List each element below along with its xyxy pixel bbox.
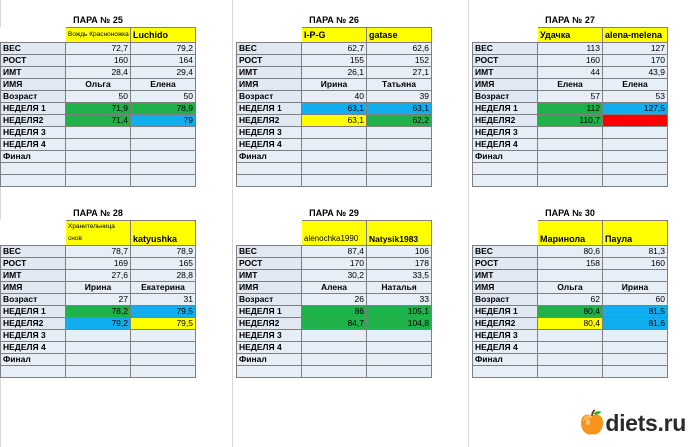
row-label-week2: НЕДЕЛЯ2 — [1, 318, 66, 330]
cell-rost-2[interactable]: 152 — [367, 55, 432, 67]
row-label-final: Финал — [237, 151, 302, 163]
pair-title: ПАРА № 28 — [1, 207, 196, 221]
cell-rost-2[interactable]: 164 — [131, 55, 196, 67]
cell-ves-1[interactable]: 113 — [538, 43, 603, 55]
cell-week1-2[interactable]: 79,5 — [131, 306, 196, 318]
cell-age-2[interactable]: 50 — [131, 91, 196, 103]
nick-2[interactable]: gatase — [367, 28, 432, 43]
row-label-week2: НЕДЕЛЯ2 — [1, 115, 66, 127]
cell-rost-2[interactable]: 178 — [367, 258, 432, 270]
cell-week3-2[interactable] — [131, 127, 196, 139]
cell-final-2[interactable] — [131, 354, 196, 366]
pair-block-28 — [0, 207, 196, 378]
apple-icon — [579, 409, 605, 437]
pair-block-25 — [0, 14, 196, 187]
row-label-age: Возраст — [1, 294, 66, 306]
row-label-final: Финал — [1, 354, 66, 366]
cell-week3-2[interactable] — [131, 330, 196, 342]
cell-ves-2[interactable]: 79,2 — [131, 43, 196, 55]
nick-1[interactable]: Маринола — [538, 221, 603, 246]
nick-1[interactable]: alenochka1990 — [302, 221, 367, 246]
cell-imt-1[interactable] — [538, 270, 603, 282]
row-label-week3: НЕДЕЛЯ 3 — [237, 330, 302, 342]
cell-final-1[interactable] — [302, 354, 367, 366]
row-label-week4: НЕДЕЛЯ 4 — [1, 139, 66, 151]
row-label-ves: ВЕС — [473, 43, 538, 55]
cell-week1-2[interactable]: 105,1 — [367, 306, 432, 318]
row-label-final: Финал — [237, 354, 302, 366]
cell-week3-1[interactable] — [302, 330, 367, 342]
cell-name-2[interactable]: Татьяна — [367, 79, 432, 91]
row-label-week3: НЕДЕЛЯ 3 — [473, 127, 538, 139]
diets-logo — [579, 409, 686, 437]
row-label-name: ИМЯ — [1, 282, 66, 294]
cell-week1-1[interactable]: 80,4 — [538, 306, 603, 318]
cell-week3-2[interactable] — [367, 127, 432, 139]
nick-1[interactable]: Вождь Красноножка — [66, 28, 131, 43]
cell-week4-1[interactable] — [302, 139, 367, 151]
row-label-name: ИМЯ — [473, 282, 538, 294]
cell-rost-1[interactable]: 160 — [66, 55, 131, 67]
cell-week4-1[interactable] — [538, 342, 603, 354]
cell-week2-1[interactable]: 71,4 — [66, 115, 131, 127]
row-label-rost: РОСТ — [237, 258, 302, 270]
cell-week2-1[interactable]: 110,7 — [538, 115, 603, 127]
cell-week3-2[interactable] — [603, 330, 668, 342]
row-label-imt: ИМТ — [237, 270, 302, 282]
cell-rost-2[interactable]: 170 — [603, 55, 668, 67]
cell-week2-2[interactable]: 79,5 — [131, 318, 196, 330]
nick-2[interactable]: alena-melena — [603, 28, 668, 43]
row-label-imt: ИМТ — [473, 270, 538, 282]
cell-imt-2[interactable]: 33,5 — [367, 270, 432, 282]
cell-ves-1[interactable]: 72,7 — [66, 43, 131, 55]
cell-week1-1[interactable]: 78,2 — [66, 306, 131, 318]
cell-age-1[interactable]: 27 — [66, 294, 131, 306]
cell-final-1[interactable] — [66, 354, 131, 366]
cell-week2-2[interactable]: 81,6 — [603, 318, 668, 330]
cell-name-2[interactable]: Ирина — [603, 282, 668, 294]
row-label-week3: НЕДЕЛЯ 3 — [1, 127, 66, 139]
row-label-ves: ВЕС — [237, 246, 302, 258]
cell-age-2[interactable]: 31 — [131, 294, 196, 306]
cell-final-1[interactable] — [538, 354, 603, 366]
cell-rost-2[interactable]: 160 — [603, 258, 668, 270]
cell-name-1[interactable]: Елена — [538, 79, 603, 91]
cell-week1-1[interactable]: 63,1 — [302, 103, 367, 115]
cell-final-1[interactable] — [66, 151, 131, 163]
nick-2[interactable]: Natysik1983 — [367, 221, 432, 246]
row-label-week4: НЕДЕЛЯ 4 — [473, 342, 538, 354]
cell-week4-2[interactable] — [367, 139, 432, 151]
cell-final-2[interactable] — [367, 354, 432, 366]
row-label-week4: НЕДЕЛЯ 4 — [1, 342, 66, 354]
cell-ves-2[interactable]: 81,3 — [603, 246, 668, 258]
row-label-rost: РОСТ — [473, 55, 538, 67]
cell-imt-2[interactable]: 29,4 — [131, 67, 196, 79]
cell-name-2[interactable]: Екатерина — [131, 282, 196, 294]
cell-age-2[interactable]: 60 — [603, 294, 668, 306]
cell-week2-1[interactable]: 80,4 — [538, 318, 603, 330]
pair-title: ПАРА № 26 — [237, 14, 432, 28]
cell-imt-2[interactable]: 43,9 — [603, 67, 668, 79]
row-label-ves: ВЕС — [1, 246, 66, 258]
row-label-week1: НЕДЕЛЯ 1 — [473, 306, 538, 318]
cell-week4-1[interactable] — [66, 139, 131, 151]
cell-rost-1[interactable]: 170 — [302, 258, 367, 270]
logo-text: diets.ru — [605, 409, 686, 436]
cell-week4-1[interactable] — [538, 139, 603, 151]
cell-imt-2[interactable]: 28,8 — [131, 270, 196, 282]
cell-final-2[interactable] — [603, 151, 668, 163]
row-label-imt: ИМТ — [1, 67, 66, 79]
cell-age-1[interactable]: 62 — [538, 294, 603, 306]
row-label-age: Возраст — [237, 91, 302, 103]
cell-week2-2[interactable] — [603, 115, 668, 127]
row-label-week3: НЕДЕЛЯ 3 — [473, 330, 538, 342]
cell-rost-1[interactable]: 158 — [538, 258, 603, 270]
cell-week4-2[interactable] — [131, 342, 196, 354]
row-label-ves: ВЕС — [1, 43, 66, 55]
cell-week2-1[interactable]: 79,2 — [66, 318, 131, 330]
cell-week3-1[interactable] — [538, 330, 603, 342]
row-label-week4: НЕДЕЛЯ 4 — [473, 139, 538, 151]
cell-week4-2[interactable] — [367, 342, 432, 354]
cell-age-1[interactable]: 50 — [66, 91, 131, 103]
row-label-imt: ИМТ — [237, 67, 302, 79]
row-label-final: Финал — [1, 151, 66, 163]
cell-name-1[interactable]: Алена — [302, 282, 367, 294]
cell-week4-1[interactable] — [66, 342, 131, 354]
cell-imt-1[interactable]: 27,6 — [66, 270, 131, 282]
pair-title: ПАРА № 29 — [237, 207, 432, 221]
row-label-week1: НЕДЕЛЯ 1 — [237, 103, 302, 115]
row-label-name: ИМЯ — [1, 79, 66, 91]
cell-week2-1[interactable]: 84,7 — [302, 318, 367, 330]
cell-age-2[interactable]: 33 — [367, 294, 432, 306]
cell-final-1[interactable] — [302, 151, 367, 163]
cell-imt-1[interactable]: 44 — [538, 67, 603, 79]
row-label-ves: ВЕС — [473, 246, 538, 258]
pair-block-30 — [472, 207, 668, 378]
row-label-name: ИМЯ — [473, 79, 538, 91]
row-label-week1: НЕДЕЛЯ 1 — [1, 306, 66, 318]
cell-age-1[interactable]: 26 — [302, 294, 367, 306]
row-label-final: Финал — [473, 354, 538, 366]
row-label-week2: НЕДЕЛЯ2 — [237, 318, 302, 330]
pair-title: ПАРА № 25 — [1, 14, 196, 28]
row-label-week1: НЕДЕЛЯ 1 — [473, 103, 538, 115]
cell-week1-2[interactable]: 63,1 — [367, 103, 432, 115]
cell-week1-1[interactable]: 71,9 — [66, 103, 131, 115]
row-label-age: Возраст — [237, 294, 302, 306]
cell-week2-1[interactable]: 63,1 — [302, 115, 367, 127]
cell-age-1[interactable]: 57 — [538, 91, 603, 103]
cell-name-1[interactable]: Ирина — [302, 79, 367, 91]
row-label-week2: НЕДЕЛЯ2 — [237, 115, 302, 127]
cell-week2-2[interactable]: 104,8 — [367, 318, 432, 330]
cell-week4-2[interactable] — [131, 139, 196, 151]
cell-imt-1[interactable]: 26,1 — [302, 67, 367, 79]
cell-week4-2[interactable] — [603, 342, 668, 354]
row-label-week2: НЕДЕЛЯ2 — [473, 318, 538, 330]
cell-week1-1[interactable]: 112 — [538, 103, 603, 115]
cell-ves-1[interactable]: 87,4 — [302, 246, 367, 258]
row-label-imt: ИМТ — [473, 67, 538, 79]
nick-2[interactable]: Паула — [603, 221, 668, 246]
cell-age-2[interactable]: 39 — [367, 91, 432, 103]
cell-ves-1[interactable]: 80,6 — [538, 246, 603, 258]
cell-week1-2[interactable]: 81,5 — [603, 306, 668, 318]
cell-name-1[interactable]: Ирина — [66, 282, 131, 294]
nick-1[interactable]: Удачка — [538, 28, 603, 43]
row-label-age: Возраст — [473, 294, 538, 306]
row-label-age: Возраст — [473, 91, 538, 103]
cell-rost-1[interactable]: 169 — [66, 258, 131, 270]
row-label-name: ИМЯ — [237, 282, 302, 294]
cell-week1-2[interactable]: 78,9 — [131, 103, 196, 115]
cell-week3-1[interactable] — [66, 127, 131, 139]
cell-age-2[interactable]: 53 — [603, 91, 668, 103]
row-label-week1: НЕДЕЛЯ 1 — [1, 103, 66, 115]
pair-title: ПАРА № 30 — [473, 207, 668, 221]
cell-week3-1[interactable] — [302, 127, 367, 139]
pair-title: ПАРА № 27 — [473, 14, 668, 28]
cell-week4-2[interactable] — [603, 139, 668, 151]
cell-final-1[interactable] — [538, 151, 603, 163]
cell-week1-1[interactable]: 86 — [302, 306, 367, 318]
cell-imt-2[interactable]: 27,1 — [367, 67, 432, 79]
cell-week2-2[interactable]: 62,2 — [367, 115, 432, 127]
row-label-age: Возраст — [1, 91, 66, 103]
cell-ves-2[interactable]: 106 — [367, 246, 432, 258]
cell-name-2[interactable]: Наталья — [367, 282, 432, 294]
cell-week3-2[interactable] — [367, 330, 432, 342]
cell-ves-1[interactable]: 78,7 — [66, 246, 131, 258]
row-label-week4: НЕДЕЛЯ 4 — [237, 139, 302, 151]
cell-final-2[interactable] — [131, 151, 196, 163]
cell-week3-1[interactable] — [538, 127, 603, 139]
row-label-rost: РОСТ — [473, 258, 538, 270]
row-label-rost: РОСТ — [1, 55, 66, 67]
cell-imt-2[interactable] — [603, 270, 668, 282]
row-label-name: ИМЯ — [237, 79, 302, 91]
nick-2[interactable]: katyushka — [131, 221, 196, 246]
cell-imt-1[interactable]: 28,4 — [66, 67, 131, 79]
cell-week2-2[interactable]: 79 — [131, 115, 196, 127]
cell-rost-2[interactable]: 165 — [131, 258, 196, 270]
cell-age-1[interactable]: 40 — [302, 91, 367, 103]
row-label-rost: РОСТ — [237, 55, 302, 67]
cell-week3-1[interactable] — [66, 330, 131, 342]
pair-block-26 — [236, 14, 432, 187]
cell-imt-1[interactable]: 30,2 — [302, 270, 367, 282]
row-label-ves: ВЕС — [237, 43, 302, 55]
cell-name-2[interactable]: Елена — [131, 79, 196, 91]
nick-1[interactable]: I-P-G — [302, 28, 367, 43]
nick-2[interactable]: Luchido — [131, 28, 196, 43]
cell-week4-1[interactable] — [302, 342, 367, 354]
cell-name-1[interactable]: Ольга — [66, 79, 131, 91]
cell-ves-2[interactable]: 62,6 — [367, 43, 432, 55]
cell-week1-2[interactable]: 127,5 — [603, 103, 668, 115]
cell-rost-1[interactable]: 155 — [302, 55, 367, 67]
cell-name-1[interactable]: Ольга — [538, 282, 603, 294]
cell-ves-2[interactable]: 127 — [603, 43, 668, 55]
cell-ves-1[interactable]: 62,7 — [302, 43, 367, 55]
pair-block-27 — [472, 14, 668, 187]
row-label-week1: НЕДЕЛЯ 1 — [237, 306, 302, 318]
cell-name-2[interactable]: Елена — [603, 79, 668, 91]
row-label-week2: НЕДЕЛЯ2 — [473, 115, 538, 127]
cell-ves-2[interactable]: 78,9 — [131, 246, 196, 258]
pair-block-29 — [236, 207, 432, 378]
cell-final-2[interactable] — [603, 354, 668, 366]
nick-1[interactable]: Хранительница снов — [66, 221, 131, 246]
cell-rost-1[interactable]: 160 — [538, 55, 603, 67]
cell-week3-2[interactable] — [603, 127, 668, 139]
row-label-imt: ИМТ — [1, 270, 66, 282]
row-label-week3: НЕДЕЛЯ 3 — [1, 330, 66, 342]
cell-final-2[interactable] — [367, 151, 432, 163]
row-label-week3: НЕДЕЛЯ 3 — [237, 127, 302, 139]
row-label-final: Финал — [473, 151, 538, 163]
row-label-week4: НЕДЕЛЯ 4 — [237, 342, 302, 354]
row-label-rost: РОСТ — [1, 258, 66, 270]
